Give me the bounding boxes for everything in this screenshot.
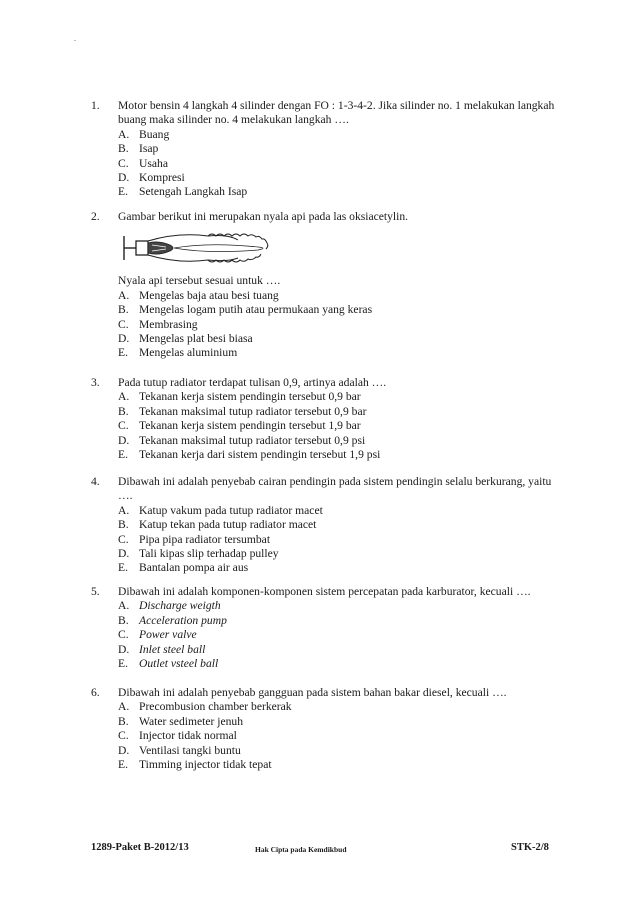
option-letter: A. <box>118 390 130 404</box>
option-text: Injector tidak normal <box>139 729 237 743</box>
question-number: 3. <box>91 376 100 389</box>
option-letter: D. <box>118 171 130 185</box>
option-text: Mengelas aluminium <box>139 346 238 360</box>
option-letter: C. <box>118 317 129 331</box>
option-e <box>118 657 561 671</box>
option-b <box>118 303 561 317</box>
option-text: Timming injector tidak tepat <box>139 758 272 772</box>
question-4 <box>91 475 561 576</box>
option-c <box>118 157 561 171</box>
question-text: Gambar berikut ini merupakan nyala api pada las oksiacetylin. <box>118 210 409 223</box>
question-1 <box>91 99 561 200</box>
option-d <box>118 332 561 346</box>
option-text: Acceleration pump <box>139 613 227 627</box>
option-letter: B. <box>118 613 129 627</box>
question-number: 5. <box>91 585 100 598</box>
option-letter: D. <box>118 433 130 447</box>
footer-copyright: Hak Cipta pada Kemdikbud <box>255 845 347 854</box>
option-d <box>118 171 561 185</box>
option-text: Katup vakum pada tutup radiator macet <box>139 503 323 517</box>
question-number: 1. <box>91 99 100 112</box>
question-text: Dibawah ini adalah penyebab gangguan pada sistem bahan bakar diesel, kecuali …. <box>118 686 507 699</box>
option-letter: C. <box>118 156 129 170</box>
option-b <box>118 518 561 532</box>
option-b <box>118 715 561 729</box>
option-c <box>118 318 561 332</box>
option-d <box>118 547 561 561</box>
question-2 <box>91 210 561 361</box>
option-text: Kompresi <box>139 171 185 185</box>
option-letter: A. <box>118 599 130 613</box>
option-text: Isap <box>139 142 159 156</box>
option-a <box>118 128 561 142</box>
question-text: Dibawah ini adalah penyebab cairan pendingin pada sistem pendingin selalu berkurang, yaitu …. <box>118 475 552 503</box>
option-e <box>118 185 561 199</box>
option-text: Water sedimeter jenuh <box>139 714 244 728</box>
option-text: Ventilasi tangki buntu <box>139 743 241 757</box>
option-text: Discharge weigth <box>139 599 221 613</box>
question-text: Dibawah ini adalah komponen-komponen sistem percepatan pada karburator, kecuali …. <box>118 585 531 598</box>
option-text: Mengelas baja atau besi tuang <box>139 288 279 302</box>
option-a <box>118 599 561 613</box>
option-text: Tekanan kerja dari sistem pendingin tersebut 1,9 psi <box>139 448 381 462</box>
option-letter: E. <box>118 758 128 772</box>
question-6 <box>91 686 561 772</box>
option-c <box>118 628 561 642</box>
option-letter: D. <box>118 642 130 656</box>
option-letter: E. <box>118 185 128 199</box>
option-text: Membrasing <box>139 317 198 331</box>
option-letter: A. <box>118 700 130 714</box>
option-c <box>118 533 561 547</box>
footer-page-code: STK-2/8 <box>511 842 549 853</box>
option-letter: B. <box>118 142 129 156</box>
option-letter: A. <box>118 288 130 302</box>
option-c <box>118 419 561 433</box>
option-text: Usaha <box>139 156 168 170</box>
option-text: Precombusion chamber berkerak <box>139 700 292 714</box>
scan-speck <box>74 40 76 41</box>
option-text: Tekanan maksimal tutup radiator tersebut 0,9 psi <box>139 433 366 447</box>
option-a <box>118 390 561 404</box>
option-c <box>118 729 561 743</box>
option-b <box>118 614 561 628</box>
option-letter: B. <box>118 714 129 728</box>
question-stem: Nyala api tersebut sesuai untuk …. <box>118 274 281 288</box>
option-text: Katup tekan pada tutup radiator macet <box>139 518 317 532</box>
option-letter: A. <box>118 503 130 517</box>
option-e <box>118 758 561 772</box>
option-text: Pipa pipa radiator tersumbat <box>139 532 271 546</box>
option-e <box>118 561 561 575</box>
option-letter: D. <box>118 547 130 561</box>
option-letter: E. <box>118 448 128 462</box>
option-a <box>118 700 561 714</box>
option-text: Bantalan pompa air aus <box>139 561 249 575</box>
option-letter: C. <box>118 729 129 743</box>
option-b <box>118 142 561 156</box>
option-letter: E. <box>118 561 128 575</box>
option-letter: E. <box>118 657 128 671</box>
option-text: Inlet steel ball <box>139 642 206 656</box>
option-text: Tali kipas slip terhadap pulley <box>139 547 279 561</box>
option-text: Mengelas logam putih atau permukaan yang keras <box>139 303 373 317</box>
option-text: Buang <box>139 127 170 141</box>
option-letter: B. <box>118 518 129 532</box>
option-d <box>118 434 561 448</box>
option-text: Setengah Langkah Isap <box>139 185 248 199</box>
option-letter: C. <box>118 532 129 546</box>
option-letter: C. <box>118 419 129 433</box>
question-3 <box>91 376 561 462</box>
option-d <box>118 744 561 758</box>
option-e <box>118 448 561 462</box>
question-text: Pada tutup radiator terdapat tulisan 0,9, artinya adalah …. <box>118 376 387 389</box>
option-letter: D. <box>118 332 130 346</box>
question-number: 2. <box>91 210 100 223</box>
welding-flame-image <box>118 226 308 272</box>
question-text: Motor bensin 4 langkah 4 silinder dengan FO : 1-3-4-2. Jika silinder no. 1 melakukan langkah buang maka silinder no. 4 melakukan langkah …. <box>118 99 555 127</box>
option-letter: A. <box>118 127 130 141</box>
option-letter: B. <box>118 404 129 418</box>
option-text: Outlet vsteel ball <box>139 657 219 671</box>
question-number: 4. <box>91 475 100 488</box>
option-a <box>118 504 561 518</box>
question-number: 6. <box>91 686 100 699</box>
option-e <box>118 346 561 360</box>
option-letter: D. <box>118 743 130 757</box>
option-text: Tekanan kerja sistem pendingin tersebut 1,9 bar <box>139 419 361 433</box>
option-d <box>118 643 561 657</box>
option-text: Power valve <box>139 628 197 642</box>
option-letter: B. <box>118 303 129 317</box>
option-letter: E. <box>118 346 128 360</box>
option-text: Mengelas plat besi biasa <box>139 332 253 346</box>
option-letter: C. <box>118 628 129 642</box>
flame-figure <box>118 226 561 272</box>
question-5 <box>91 585 561 671</box>
option-text: Tekanan kerja sistem pendingin tersebut 0,9 bar <box>139 390 361 404</box>
option-b <box>118 405 561 419</box>
option-text: Tekanan maksimal tutup radiator tersebut 0,9 bar <box>139 404 367 418</box>
option-a <box>118 289 561 303</box>
footer-package-code: 1289-Paket B-2012/13 <box>91 842 189 853</box>
